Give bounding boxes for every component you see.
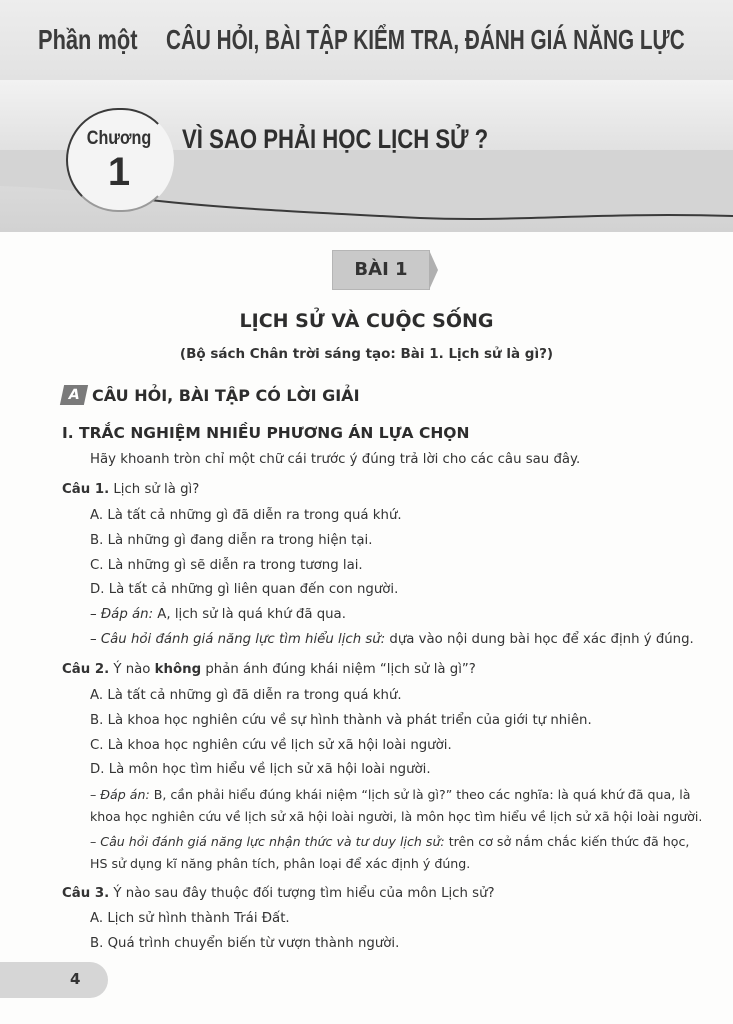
- chapter-title: VÌ SAO PHẢI HỌC LỊCH SỬ ?: [182, 124, 489, 154]
- q1-skill-text: dựa vào nội dung bài học để xác định ý đúng.: [389, 632, 694, 647]
- q1-option-d: D. Là tất cả những gì liên quan đến con người.: [90, 582, 399, 597]
- q2-option-b: B. Là khoa học nghiên cứu về sự hình thành và phát triển của giới tự nhiên.: [90, 713, 592, 728]
- question-1-text: Lịch sử là gì?: [113, 482, 200, 497]
- q2-skill-label: – Câu hỏi đánh giá năng lực nhận thức và tư duy lịch sử:: [90, 834, 445, 849]
- q2-answer: [90, 787, 690, 802]
- question-2-text-bold: không: [154, 662, 202, 677]
- q2-answer-line-1: B, cần phải hiểu đúng khái niệm “lịch sử là gì?” theo các nghĩa: là quá khứ đã qua, là: [153, 787, 691, 802]
- question-2-label: Câu 2.: [62, 662, 110, 677]
- q1-skill-label: – Câu hỏi đánh giá năng lực tìm hiểu lịch sử:: [90, 632, 386, 647]
- question-3-label: Câu 3.: [62, 886, 110, 901]
- q1-option-b: B. Là những gì đang diễn ra trong hiện tại.: [90, 533, 373, 548]
- q2-answer-line-2: khoa học nghiên cứu về lịch sử xã hội loài người, là môn học tìm hiểu về lịch sử xã hội loài người.: [90, 809, 703, 824]
- lesson-source: (Bộ sách Chân trời sáng tạo: Bài 1. Lịch sử là gì?): [179, 346, 554, 362]
- q2-option-d: D. Là môn học tìm hiểu về lịch sử xã hội loài người.: [90, 762, 431, 777]
- instruction-text: Hãy khoanh tròn chỉ một chữ cái trước ý đúng trả lời cho các câu sau đây.: [90, 452, 581, 467]
- chapter-label: Chương: [86, 128, 152, 149]
- lesson-title: LỊCH SỬ VÀ CUỘC SỐNG: [239, 310, 494, 332]
- question-2-text-before: Ý nào: [113, 662, 151, 677]
- q1-option-a: A. Là tất cả những gì đã diễn ra trong quá khứ.: [90, 508, 402, 523]
- q2-option-c: C. Là khoa học nghiên cứu về lịch sử xã hội loài người.: [90, 738, 452, 753]
- page-number-tab: [0, 962, 108, 998]
- q2-answer-label: – Đáp án:: [90, 787, 150, 802]
- page-number: 4: [70, 970, 81, 988]
- chapter-number: 1: [107, 150, 131, 194]
- q2-skill-line-1: trên cơ sở nắm chắc kiến thức đã học,: [448, 834, 690, 849]
- part-header: [38, 14, 728, 66]
- q2-option-a: A. Là tất cả những gì đã diễn ra trong quá khứ.: [90, 688, 402, 703]
- part-title: CÂU HỎI, BÀI TẬP KIỂM TRA, ĐÁNH GIÁ NĂNG LỰC: [165, 24, 685, 55]
- q1-option-c: C. Là những gì sẽ diễn ra trong tương lai.: [90, 558, 363, 573]
- question-1: [62, 482, 199, 497]
- question-1-label: Câu 1.: [62, 482, 110, 497]
- q2-skill-line-2: HS sử dụng kĩ năng phân tích, phân loại để xác định ý đúng.: [90, 856, 471, 871]
- q1-answer-label: – Đáp án:: [90, 607, 154, 622]
- q1-answer-text: A, lịch sử là quá khứ đã qua.: [157, 607, 346, 622]
- question-3-text: Ý nào sau đây thuộc đối tượng tìm hiểu của môn Lịch sử?: [113, 886, 495, 901]
- q1-skill-note: [90, 632, 694, 647]
- q1-answer: [90, 607, 346, 622]
- q3-option-a: A. Lịch sử hình thành Trái Đất.: [90, 911, 290, 926]
- section-a-title: CÂU HỎI, BÀI TẬP CÓ LỜI GIẢI: [92, 385, 360, 405]
- question-3: [62, 886, 495, 901]
- lesson-badge-label: BÀI 1: [354, 259, 408, 280]
- section-a-heading: [62, 382, 360, 408]
- part-label: Phần một: [38, 24, 138, 55]
- subsection-title: I. TRẮC NGHIỆM NHIỀU PHƯƠNG ÁN LỰA CHỌN: [62, 424, 470, 442]
- question-2: [62, 662, 476, 677]
- lesson-badge: [332, 250, 430, 290]
- q3-option-b: B. Quá trình chuyển biến từ vượn thành người.: [90, 936, 400, 951]
- question-2-text-after: phản ánh đúng khái niệm “lịch sử là gì”?: [205, 662, 476, 677]
- q2-skill-note: [90, 834, 689, 849]
- section-a-icon: A: [60, 385, 88, 405]
